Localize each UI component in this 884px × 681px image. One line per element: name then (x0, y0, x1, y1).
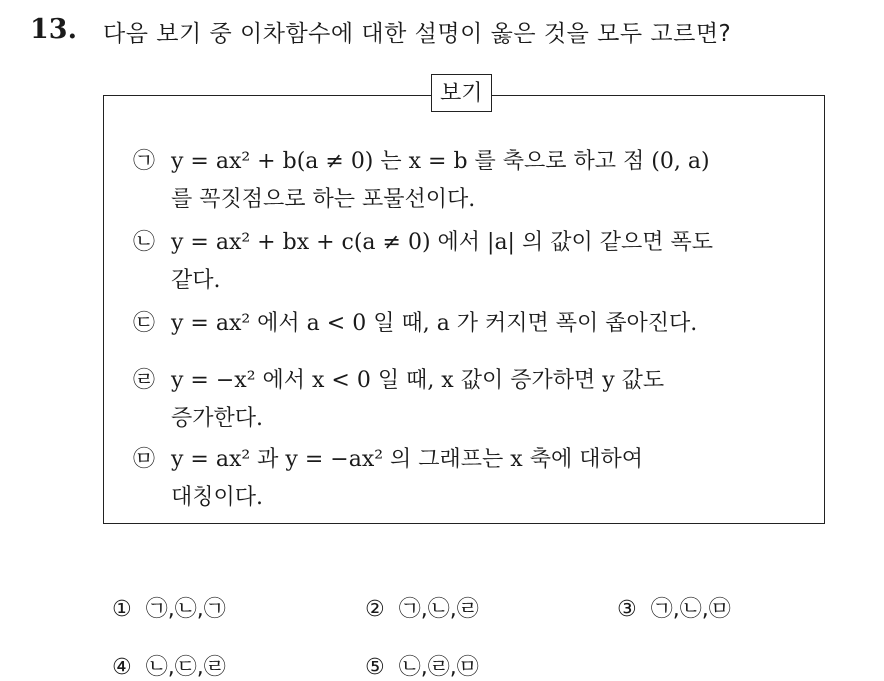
bogi-item-5 (133, 441, 813, 517)
choice-number: ④ (112, 655, 132, 680)
item-line-2: 대칭이다. (171, 485, 264, 510)
item-line-1: y = ax² + bx + c(a ≠ 0) 에서 |a| 의 값이 같으면 폭도 (171, 230, 713, 255)
item-line-1: y = −x² 에서 x < 0 일 때, x 값이 증가하면 y 값도 (171, 368, 665, 393)
item-line-2: 를 꼭짓점으로 하는 포물선이다. (171, 187, 476, 212)
item-line-2: 증가한다. (171, 406, 264, 431)
bogi-box-title: 보기 (431, 74, 492, 112)
question-text: 다음 보기 중 이차함수에 대한 설명이 옳은 것을 모두 고르면? (103, 21, 732, 47)
choice-answer: ㉠,㉡,㉠ (145, 597, 226, 622)
choice-number: ② (365, 597, 385, 622)
choice-answer: ㉠,㉡,㉣ (398, 597, 479, 622)
choice-number: ① (112, 597, 132, 622)
item-marker-rieul: ㉣ (133, 368, 156, 393)
item-marker-nieun: ㉡ (133, 230, 156, 255)
bogi-item-2 (133, 224, 813, 300)
choice-number: ③ (617, 597, 637, 622)
item-line-1: y = ax² 에서 a < 0 일 때, a 가 커지면 폭이 좁아진다. (171, 311, 698, 336)
choice-number: ⑤ (365, 655, 385, 680)
item-line-1: y = ax² + b(a ≠ 0) 는 x = b 를 축으로 하고 점 (0, a) (171, 149, 710, 174)
choice-answer: ㉠,㉡,㉤ (650, 597, 731, 622)
item-marker-mieum: ㉤ (133, 447, 156, 472)
item-line-2: 같다. (171, 268, 221, 293)
bogi-item-1 (133, 143, 813, 219)
item-marker-digeut: ㉢ (133, 311, 156, 336)
choice-answer: ㉡,㉢,㉣ (145, 655, 226, 680)
choice-answer: ㉡,㉣,㉤ (398, 655, 479, 680)
choice-2[interactable] (365, 592, 479, 623)
bogi-item-3 (133, 305, 813, 343)
question-number: 13. (30, 14, 77, 45)
choice-1[interactable] (112, 592, 226, 623)
bogi-item-4 (133, 362, 813, 438)
choice-5[interactable] (365, 650, 479, 681)
choice-4[interactable] (112, 650, 226, 681)
item-line-1: y = ax² 과 y = −ax² 의 그래프는 x 축에 대하여 (171, 447, 643, 472)
item-marker-giyeok: ㉠ (133, 149, 156, 174)
choice-3[interactable] (617, 592, 731, 623)
